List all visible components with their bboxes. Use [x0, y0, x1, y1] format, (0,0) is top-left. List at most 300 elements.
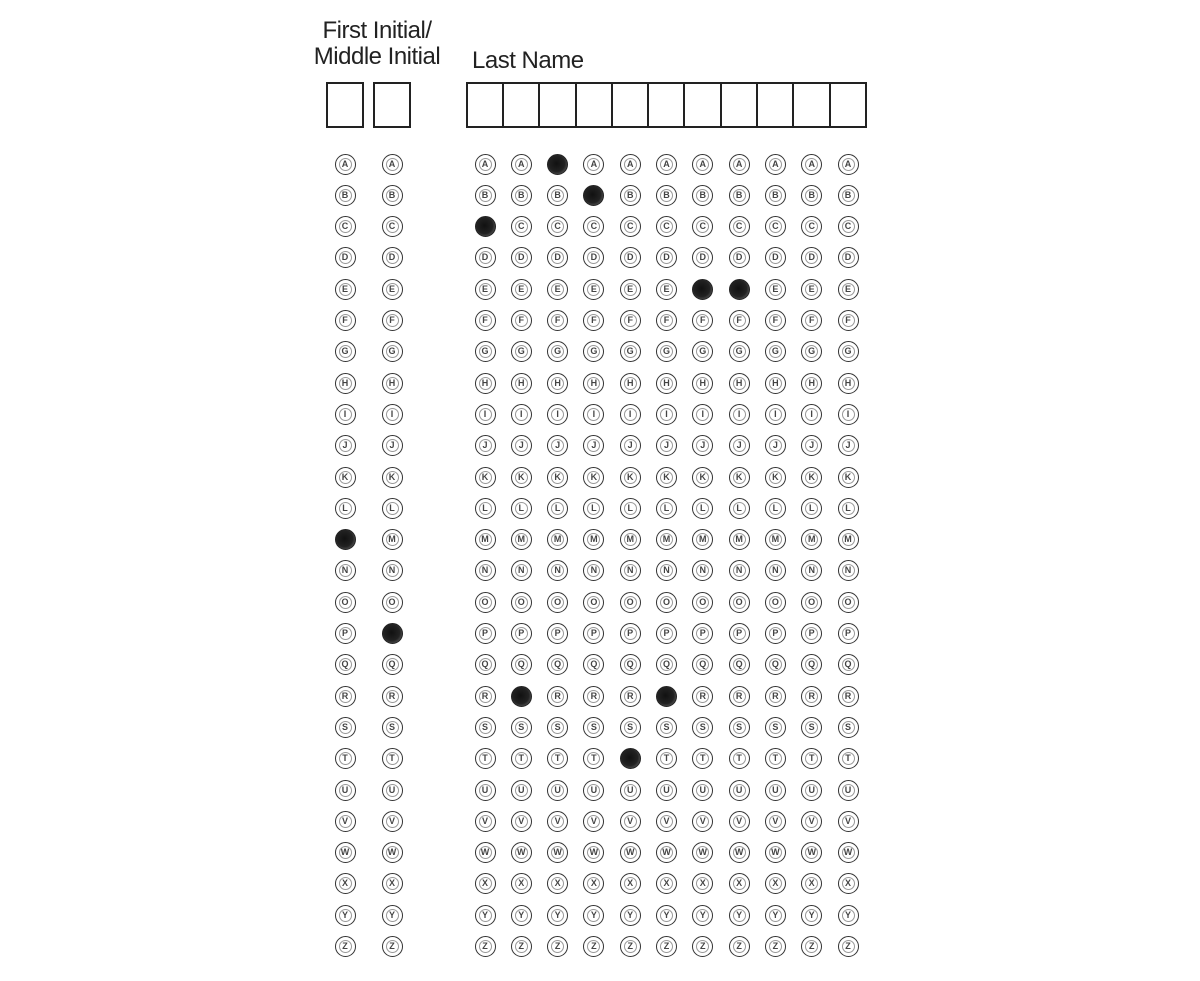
- last-name-col-8-bubble-b[interactable]: B: [729, 185, 750, 206]
- last-name-col-8-bubble-m[interactable]: M: [729, 529, 750, 550]
- last-name-col-5-bubble-v[interactable]: V: [620, 811, 641, 832]
- last-name-col-1-bubble-t[interactable]: T: [475, 748, 496, 769]
- last-name-col-8-bubble-r[interactable]: R: [729, 686, 750, 707]
- last-name-col-1-bubble-n[interactable]: N: [475, 560, 496, 581]
- last-name-col-8-bubble-g[interactable]: G: [729, 341, 750, 362]
- first-initial-bubble-m[interactable]: [335, 529, 356, 550]
- last-name-col-6-bubble-y[interactable]: Y: [656, 905, 677, 926]
- last-name-col-3-bubble-t[interactable]: T: [547, 748, 568, 769]
- last-name-col-6-bubble-b[interactable]: B: [656, 185, 677, 206]
- last-name-col-9-bubble-o[interactable]: O: [765, 592, 786, 613]
- last-name-col-11-bubble-e[interactable]: E: [838, 279, 859, 300]
- first-initial-bubble-i[interactable]: I: [335, 404, 356, 425]
- first-initial-bubble-v[interactable]: V: [335, 811, 356, 832]
- first-initial-bubble-l[interactable]: L: [335, 498, 356, 519]
- last-name-col-8-bubble-u[interactable]: U: [729, 780, 750, 801]
- last-name-col-8-bubble-p[interactable]: P: [729, 623, 750, 644]
- last-name-col-1-bubble-x[interactable]: X: [475, 873, 496, 894]
- last-name-col-4-bubble-p[interactable]: P: [583, 623, 604, 644]
- last-name-col-8-bubble-d[interactable]: D: [729, 247, 750, 268]
- last-name-col-3-bubble-u[interactable]: U: [547, 780, 568, 801]
- last-name-col-6-bubble-g[interactable]: G: [656, 341, 677, 362]
- last-name-col-4-bubble-t[interactable]: T: [583, 748, 604, 769]
- middle-initial-bubble-q[interactable]: Q: [382, 654, 403, 675]
- last-name-col-9-bubble-z[interactable]: Z: [765, 936, 786, 957]
- last-name-col-11-bubble-c[interactable]: C: [838, 216, 859, 237]
- last-name-col-9-bubble-m[interactable]: M: [765, 529, 786, 550]
- last-name-col-2-bubble-w[interactable]: W: [511, 842, 532, 863]
- last-name-col-2-bubble-l[interactable]: L: [511, 498, 532, 519]
- last-name-col-11-bubble-q[interactable]: Q: [838, 654, 859, 675]
- last-name-box-11[interactable]: [829, 82, 868, 128]
- last-name-col-10-bubble-i[interactable]: I: [801, 404, 822, 425]
- last-name-col-3-bubble-n[interactable]: N: [547, 560, 568, 581]
- last-name-col-6-bubble-o[interactable]: O: [656, 592, 677, 613]
- last-name-col-2-bubble-z[interactable]: Z: [511, 936, 532, 957]
- last-name-col-10-bubble-r[interactable]: R: [801, 686, 822, 707]
- first-initial-bubble-o[interactable]: O: [335, 592, 356, 613]
- last-name-col-9-bubble-k[interactable]: K: [765, 467, 786, 488]
- last-name-col-2-bubble-b[interactable]: B: [511, 185, 532, 206]
- last-name-col-11-bubble-s[interactable]: S: [838, 717, 859, 738]
- last-name-col-1-bubble-g[interactable]: G: [475, 341, 496, 362]
- last-name-col-3-bubble-p[interactable]: P: [547, 623, 568, 644]
- middle-initial-bubble-y[interactable]: Y: [382, 905, 403, 926]
- last-name-col-8-bubble-n[interactable]: N: [729, 560, 750, 581]
- last-name-col-3-bubble-f[interactable]: F: [547, 310, 568, 331]
- last-name-box-5[interactable]: [611, 82, 650, 128]
- first-initial-bubble-s[interactable]: S: [335, 717, 356, 738]
- last-name-col-1-bubble-e[interactable]: E: [475, 279, 496, 300]
- last-name-box-1[interactable]: [466, 82, 505, 128]
- last-name-col-4-bubble-x[interactable]: X: [583, 873, 604, 894]
- last-name-col-1-bubble-j[interactable]: J: [475, 435, 496, 456]
- last-name-col-11-bubble-k[interactable]: K: [838, 467, 859, 488]
- last-name-col-4-bubble-e[interactable]: E: [583, 279, 604, 300]
- middle-initial-bubble-p[interactable]: [382, 623, 403, 644]
- last-name-col-7-bubble-t[interactable]: T: [692, 748, 713, 769]
- last-name-col-4-bubble-r[interactable]: R: [583, 686, 604, 707]
- last-name-col-6-bubble-k[interactable]: K: [656, 467, 677, 488]
- last-name-col-5-bubble-n[interactable]: N: [620, 560, 641, 581]
- last-name-col-5-bubble-z[interactable]: Z: [620, 936, 641, 957]
- last-name-col-11-bubble-u[interactable]: U: [838, 780, 859, 801]
- last-name-col-7-bubble-u[interactable]: U: [692, 780, 713, 801]
- last-name-col-7-bubble-c[interactable]: C: [692, 216, 713, 237]
- last-name-col-5-bubble-h[interactable]: H: [620, 373, 641, 394]
- last-name-col-9-bubble-l[interactable]: L: [765, 498, 786, 519]
- middle-initial-bubble-d[interactable]: D: [382, 247, 403, 268]
- last-name-col-2-bubble-n[interactable]: N: [511, 560, 532, 581]
- last-name-col-7-bubble-b[interactable]: B: [692, 185, 713, 206]
- last-name-col-8-bubble-e[interactable]: [729, 279, 750, 300]
- last-name-col-7-bubble-n[interactable]: N: [692, 560, 713, 581]
- last-name-col-7-bubble-d[interactable]: D: [692, 247, 713, 268]
- last-name-col-5-bubble-c[interactable]: C: [620, 216, 641, 237]
- middle-initial-bubble-b[interactable]: B: [382, 185, 403, 206]
- last-name-col-3-bubble-v[interactable]: V: [547, 811, 568, 832]
- last-name-col-11-bubble-y[interactable]: Y: [838, 905, 859, 926]
- last-name-col-4-bubble-i[interactable]: I: [583, 404, 604, 425]
- last-name-col-10-bubble-v[interactable]: V: [801, 811, 822, 832]
- last-name-col-9-bubble-t[interactable]: T: [765, 748, 786, 769]
- last-name-col-10-bubble-d[interactable]: D: [801, 247, 822, 268]
- last-name-col-6-bubble-f[interactable]: F: [656, 310, 677, 331]
- last-name-col-2-bubble-d[interactable]: D: [511, 247, 532, 268]
- middle-initial-bubble-g[interactable]: G: [382, 341, 403, 362]
- first-initial-bubble-y[interactable]: Y: [335, 905, 356, 926]
- last-name-col-10-bubble-g[interactable]: G: [801, 341, 822, 362]
- middle-initial-bubble-x[interactable]: X: [382, 873, 403, 894]
- first-initial-bubble-f[interactable]: F: [335, 310, 356, 331]
- last-name-col-4-bubble-f[interactable]: F: [583, 310, 604, 331]
- last-name-col-10-bubble-y[interactable]: Y: [801, 905, 822, 926]
- last-name-col-8-bubble-c[interactable]: C: [729, 216, 750, 237]
- last-name-col-11-bubble-l[interactable]: L: [838, 498, 859, 519]
- last-name-col-5-bubble-k[interactable]: K: [620, 467, 641, 488]
- last-name-col-3-bubble-k[interactable]: K: [547, 467, 568, 488]
- middle-initial-bubble-s[interactable]: S: [382, 717, 403, 738]
- middle-initial-bubble-e[interactable]: E: [382, 279, 403, 300]
- last-name-col-11-bubble-r[interactable]: R: [838, 686, 859, 707]
- first-initial-bubble-k[interactable]: K: [335, 467, 356, 488]
- middle-initial-box[interactable]: [373, 82, 411, 128]
- last-name-col-6-bubble-r[interactable]: [656, 686, 677, 707]
- last-name-col-7-bubble-i[interactable]: I: [692, 404, 713, 425]
- last-name-col-8-bubble-q[interactable]: Q: [729, 654, 750, 675]
- first-initial-bubble-n[interactable]: N: [335, 560, 356, 581]
- last-name-col-4-bubble-j[interactable]: J: [583, 435, 604, 456]
- last-name-col-8-bubble-y[interactable]: Y: [729, 905, 750, 926]
- middle-initial-bubble-n[interactable]: N: [382, 560, 403, 581]
- last-name-col-5-bubble-x[interactable]: X: [620, 873, 641, 894]
- last-name-col-2-bubble-t[interactable]: T: [511, 748, 532, 769]
- last-name-col-4-bubble-u[interactable]: U: [583, 780, 604, 801]
- last-name-col-3-bubble-s[interactable]: S: [547, 717, 568, 738]
- first-initial-bubble-q[interactable]: Q: [335, 654, 356, 675]
- middle-initial-bubble-t[interactable]: T: [382, 748, 403, 769]
- last-name-col-4-bubble-o[interactable]: O: [583, 592, 604, 613]
- last-name-col-5-bubble-d[interactable]: D: [620, 247, 641, 268]
- last-name-box-4[interactable]: [575, 82, 614, 128]
- last-name-col-9-bubble-h[interactable]: H: [765, 373, 786, 394]
- last-name-col-8-bubble-t[interactable]: T: [729, 748, 750, 769]
- last-name-col-7-bubble-q[interactable]: Q: [692, 654, 713, 675]
- last-name-col-7-bubble-v[interactable]: V: [692, 811, 713, 832]
- last-name-col-8-bubble-i[interactable]: I: [729, 404, 750, 425]
- last-name-col-6-bubble-i[interactable]: I: [656, 404, 677, 425]
- last-name-col-3-bubble-m[interactable]: M: [547, 529, 568, 550]
- last-name-col-1-bubble-u[interactable]: U: [475, 780, 496, 801]
- last-name-col-3-bubble-j[interactable]: J: [547, 435, 568, 456]
- last-name-col-2-bubble-o[interactable]: O: [511, 592, 532, 613]
- middle-initial-bubble-w[interactable]: W: [382, 842, 403, 863]
- middle-initial-bubble-j[interactable]: J: [382, 435, 403, 456]
- last-name-col-11-bubble-p[interactable]: P: [838, 623, 859, 644]
- last-name-col-2-bubble-x[interactable]: X: [511, 873, 532, 894]
- last-name-col-9-bubble-a[interactable]: A: [765, 154, 786, 175]
- first-initial-bubble-d[interactable]: D: [335, 247, 356, 268]
- middle-initial-bubble-h[interactable]: H: [382, 373, 403, 394]
- last-name-col-7-bubble-s[interactable]: S: [692, 717, 713, 738]
- last-name-col-2-bubble-v[interactable]: V: [511, 811, 532, 832]
- last-name-col-1-bubble-r[interactable]: R: [475, 686, 496, 707]
- last-name-col-8-bubble-x[interactable]: X: [729, 873, 750, 894]
- last-name-col-8-bubble-f[interactable]: F: [729, 310, 750, 331]
- last-name-col-2-bubble-r[interactable]: [511, 686, 532, 707]
- last-name-col-7-bubble-k[interactable]: K: [692, 467, 713, 488]
- last-name-col-2-bubble-j[interactable]: J: [511, 435, 532, 456]
- last-name-col-9-bubble-i[interactable]: I: [765, 404, 786, 425]
- last-name-col-8-bubble-k[interactable]: K: [729, 467, 750, 488]
- last-name-col-7-bubble-g[interactable]: G: [692, 341, 713, 362]
- last-name-col-3-bubble-h[interactable]: H: [547, 373, 568, 394]
- last-name-col-7-bubble-p[interactable]: P: [692, 623, 713, 644]
- last-name-col-8-bubble-j[interactable]: J: [729, 435, 750, 456]
- last-name-col-2-bubble-p[interactable]: P: [511, 623, 532, 644]
- last-name-col-2-bubble-a[interactable]: A: [511, 154, 532, 175]
- last-name-col-1-bubble-o[interactable]: O: [475, 592, 496, 613]
- last-name-box-6[interactable]: [647, 82, 686, 128]
- last-name-col-11-bubble-a[interactable]: A: [838, 154, 859, 175]
- last-name-col-7-bubble-z[interactable]: Z: [692, 936, 713, 957]
- last-name-col-6-bubble-p[interactable]: P: [656, 623, 677, 644]
- last-name-col-3-bubble-r[interactable]: R: [547, 686, 568, 707]
- middle-initial-bubble-v[interactable]: V: [382, 811, 403, 832]
- last-name-col-10-bubble-p[interactable]: P: [801, 623, 822, 644]
- last-name-col-1-bubble-m[interactable]: M: [475, 529, 496, 550]
- last-name-col-3-bubble-y[interactable]: Y: [547, 905, 568, 926]
- last-name-col-1-bubble-i[interactable]: I: [475, 404, 496, 425]
- last-name-box-3[interactable]: [538, 82, 577, 128]
- last-name-col-4-bubble-d[interactable]: D: [583, 247, 604, 268]
- middle-initial-bubble-o[interactable]: O: [382, 592, 403, 613]
- last-name-col-7-bubble-h[interactable]: H: [692, 373, 713, 394]
- last-name-col-1-bubble-q[interactable]: Q: [475, 654, 496, 675]
- last-name-col-11-bubble-f[interactable]: F: [838, 310, 859, 331]
- last-name-col-2-bubble-q[interactable]: Q: [511, 654, 532, 675]
- last-name-col-11-bubble-b[interactable]: B: [838, 185, 859, 206]
- last-name-col-10-bubble-s[interactable]: S: [801, 717, 822, 738]
- middle-initial-bubble-c[interactable]: C: [382, 216, 403, 237]
- last-name-col-2-bubble-u[interactable]: U: [511, 780, 532, 801]
- last-name-col-1-bubble-k[interactable]: K: [475, 467, 496, 488]
- first-initial-bubble-t[interactable]: T: [335, 748, 356, 769]
- last-name-col-6-bubble-t[interactable]: T: [656, 748, 677, 769]
- last-name-col-6-bubble-s[interactable]: S: [656, 717, 677, 738]
- last-name-col-7-bubble-r[interactable]: R: [692, 686, 713, 707]
- middle-initial-bubble-r[interactable]: R: [382, 686, 403, 707]
- last-name-box-10[interactable]: [792, 82, 831, 128]
- last-name-col-10-bubble-z[interactable]: Z: [801, 936, 822, 957]
- last-name-col-5-bubble-g[interactable]: G: [620, 341, 641, 362]
- first-initial-bubble-a[interactable]: A: [335, 154, 356, 175]
- last-name-col-9-bubble-s[interactable]: S: [765, 717, 786, 738]
- last-name-col-3-bubble-x[interactable]: X: [547, 873, 568, 894]
- middle-initial-bubble-m[interactable]: M: [382, 529, 403, 550]
- last-name-col-9-bubble-b[interactable]: B: [765, 185, 786, 206]
- last-name-col-6-bubble-l[interactable]: L: [656, 498, 677, 519]
- last-name-col-9-bubble-y[interactable]: Y: [765, 905, 786, 926]
- last-name-col-7-bubble-w[interactable]: W: [692, 842, 713, 863]
- last-name-col-1-bubble-p[interactable]: P: [475, 623, 496, 644]
- last-name-col-1-bubble-c[interactable]: [475, 216, 496, 237]
- last-name-col-6-bubble-a[interactable]: A: [656, 154, 677, 175]
- last-name-col-10-bubble-t[interactable]: T: [801, 748, 822, 769]
- last-name-col-10-bubble-j[interactable]: J: [801, 435, 822, 456]
- last-name-col-1-bubble-l[interactable]: L: [475, 498, 496, 519]
- last-name-col-3-bubble-a[interactable]: [547, 154, 568, 175]
- last-name-col-11-bubble-i[interactable]: I: [838, 404, 859, 425]
- last-name-col-11-bubble-m[interactable]: M: [838, 529, 859, 550]
- last-name-col-9-bubble-w[interactable]: W: [765, 842, 786, 863]
- last-name-col-1-bubble-s[interactable]: S: [475, 717, 496, 738]
- last-name-col-8-bubble-v[interactable]: V: [729, 811, 750, 832]
- last-name-col-5-bubble-j[interactable]: J: [620, 435, 641, 456]
- last-name-col-10-bubble-x[interactable]: X: [801, 873, 822, 894]
- last-name-col-10-bubble-a[interactable]: A: [801, 154, 822, 175]
- last-name-col-4-bubble-k[interactable]: K: [583, 467, 604, 488]
- first-initial-bubble-b[interactable]: B: [335, 185, 356, 206]
- last-name-col-7-bubble-a[interactable]: A: [692, 154, 713, 175]
- last-name-col-10-bubble-l[interactable]: L: [801, 498, 822, 519]
- last-name-col-6-bubble-w[interactable]: W: [656, 842, 677, 863]
- last-name-col-3-bubble-q[interactable]: Q: [547, 654, 568, 675]
- last-name-col-4-bubble-v[interactable]: V: [583, 811, 604, 832]
- last-name-col-1-bubble-w[interactable]: W: [475, 842, 496, 863]
- last-name-col-9-bubble-n[interactable]: N: [765, 560, 786, 581]
- last-name-col-11-bubble-v[interactable]: V: [838, 811, 859, 832]
- last-name-col-4-bubble-h[interactable]: H: [583, 373, 604, 394]
- last-name-col-5-bubble-s[interactable]: S: [620, 717, 641, 738]
- last-name-col-1-bubble-z[interactable]: Z: [475, 936, 496, 957]
- first-initial-bubble-c[interactable]: C: [335, 216, 356, 237]
- last-name-col-4-bubble-y[interactable]: Y: [583, 905, 604, 926]
- last-name-col-6-bubble-x[interactable]: X: [656, 873, 677, 894]
- last-name-col-3-bubble-o[interactable]: O: [547, 592, 568, 613]
- last-name-col-9-bubble-g[interactable]: G: [765, 341, 786, 362]
- last-name-col-1-bubble-b[interactable]: B: [475, 185, 496, 206]
- last-name-col-10-bubble-m[interactable]: M: [801, 529, 822, 550]
- last-name-col-11-bubble-g[interactable]: G: [838, 341, 859, 362]
- last-name-col-2-bubble-h[interactable]: H: [511, 373, 532, 394]
- first-initial-bubble-g[interactable]: G: [335, 341, 356, 362]
- last-name-col-10-bubble-k[interactable]: K: [801, 467, 822, 488]
- first-initial-bubble-w[interactable]: W: [335, 842, 356, 863]
- last-name-col-1-bubble-v[interactable]: V: [475, 811, 496, 832]
- last-name-col-5-bubble-q[interactable]: Q: [620, 654, 641, 675]
- last-name-col-9-bubble-d[interactable]: D: [765, 247, 786, 268]
- last-name-col-9-bubble-x[interactable]: X: [765, 873, 786, 894]
- first-initial-bubble-j[interactable]: J: [335, 435, 356, 456]
- last-name-col-5-bubble-y[interactable]: Y: [620, 905, 641, 926]
- last-name-col-4-bubble-a[interactable]: A: [583, 154, 604, 175]
- last-name-col-9-bubble-r[interactable]: R: [765, 686, 786, 707]
- first-initial-bubble-r[interactable]: R: [335, 686, 356, 707]
- last-name-col-10-bubble-c[interactable]: C: [801, 216, 822, 237]
- last-name-col-3-bubble-b[interactable]: B: [547, 185, 568, 206]
- last-name-col-5-bubble-i[interactable]: I: [620, 404, 641, 425]
- last-name-col-11-bubble-t[interactable]: T: [838, 748, 859, 769]
- last-name-col-7-bubble-f[interactable]: F: [692, 310, 713, 331]
- last-name-col-6-bubble-h[interactable]: H: [656, 373, 677, 394]
- last-name-col-8-bubble-a[interactable]: A: [729, 154, 750, 175]
- last-name-col-5-bubble-u[interactable]: U: [620, 780, 641, 801]
- last-name-col-11-bubble-h[interactable]: H: [838, 373, 859, 394]
- last-name-col-2-bubble-g[interactable]: G: [511, 341, 532, 362]
- last-name-col-3-bubble-w[interactable]: W: [547, 842, 568, 863]
- last-name-col-2-bubble-c[interactable]: C: [511, 216, 532, 237]
- last-name-col-9-bubble-u[interactable]: U: [765, 780, 786, 801]
- last-name-col-6-bubble-c[interactable]: C: [656, 216, 677, 237]
- last-name-col-4-bubble-g[interactable]: G: [583, 341, 604, 362]
- last-name-box-2[interactable]: [502, 82, 541, 128]
- last-name-box-9[interactable]: [756, 82, 795, 128]
- last-name-col-5-bubble-r[interactable]: R: [620, 686, 641, 707]
- middle-initial-bubble-u[interactable]: U: [382, 780, 403, 801]
- middle-initial-bubble-i[interactable]: I: [382, 404, 403, 425]
- first-initial-bubble-e[interactable]: E: [335, 279, 356, 300]
- last-name-col-11-bubble-j[interactable]: J: [838, 435, 859, 456]
- last-name-col-7-bubble-e[interactable]: [692, 279, 713, 300]
- last-name-col-6-bubble-n[interactable]: N: [656, 560, 677, 581]
- last-name-col-9-bubble-v[interactable]: V: [765, 811, 786, 832]
- last-name-col-11-bubble-x[interactable]: X: [838, 873, 859, 894]
- last-name-col-10-bubble-u[interactable]: U: [801, 780, 822, 801]
- last-name-col-6-bubble-d[interactable]: D: [656, 247, 677, 268]
- last-name-col-10-bubble-b[interactable]: B: [801, 185, 822, 206]
- last-name-col-4-bubble-l[interactable]: L: [583, 498, 604, 519]
- middle-initial-bubble-f[interactable]: F: [382, 310, 403, 331]
- last-name-col-1-bubble-h[interactable]: H: [475, 373, 496, 394]
- last-name-col-3-bubble-g[interactable]: G: [547, 341, 568, 362]
- last-name-col-9-bubble-f[interactable]: F: [765, 310, 786, 331]
- last-name-col-5-bubble-w[interactable]: W: [620, 842, 641, 863]
- last-name-col-2-bubble-e[interactable]: E: [511, 279, 532, 300]
- last-name-col-5-bubble-m[interactable]: M: [620, 529, 641, 550]
- first-initial-bubble-z[interactable]: Z: [335, 936, 356, 957]
- last-name-col-10-bubble-h[interactable]: H: [801, 373, 822, 394]
- last-name-col-3-bubble-l[interactable]: L: [547, 498, 568, 519]
- last-name-col-11-bubble-w[interactable]: W: [838, 842, 859, 863]
- last-name-col-4-bubble-z[interactable]: Z: [583, 936, 604, 957]
- last-name-col-10-bubble-w[interactable]: W: [801, 842, 822, 863]
- last-name-col-5-bubble-o[interactable]: O: [620, 592, 641, 613]
- last-name-col-7-bubble-m[interactable]: M: [692, 529, 713, 550]
- last-name-col-10-bubble-o[interactable]: O: [801, 592, 822, 613]
- first-initial-bubble-p[interactable]: P: [335, 623, 356, 644]
- last-name-col-8-bubble-s[interactable]: S: [729, 717, 750, 738]
- last-name-col-6-bubble-j[interactable]: J: [656, 435, 677, 456]
- first-initial-box[interactable]: [326, 82, 364, 128]
- last-name-col-6-bubble-q[interactable]: Q: [656, 654, 677, 675]
- last-name-col-9-bubble-j[interactable]: J: [765, 435, 786, 456]
- last-name-col-5-bubble-e[interactable]: E: [620, 279, 641, 300]
- last-name-col-3-bubble-e[interactable]: E: [547, 279, 568, 300]
- last-name-col-5-bubble-t[interactable]: [620, 748, 641, 769]
- first-initial-bubble-h[interactable]: H: [335, 373, 356, 394]
- last-name-col-6-bubble-u[interactable]: U: [656, 780, 677, 801]
- last-name-col-2-bubble-y[interactable]: Y: [511, 905, 532, 926]
- first-initial-bubble-u[interactable]: U: [335, 780, 356, 801]
- last-name-col-8-bubble-l[interactable]: L: [729, 498, 750, 519]
- last-name-col-9-bubble-c[interactable]: C: [765, 216, 786, 237]
- first-initial-bubble-x[interactable]: X: [335, 873, 356, 894]
- last-name-col-4-bubble-m[interactable]: M: [583, 529, 604, 550]
- last-name-col-2-bubble-i[interactable]: I: [511, 404, 532, 425]
- last-name-col-4-bubble-w[interactable]: W: [583, 842, 604, 863]
- last-name-col-1-bubble-d[interactable]: D: [475, 247, 496, 268]
